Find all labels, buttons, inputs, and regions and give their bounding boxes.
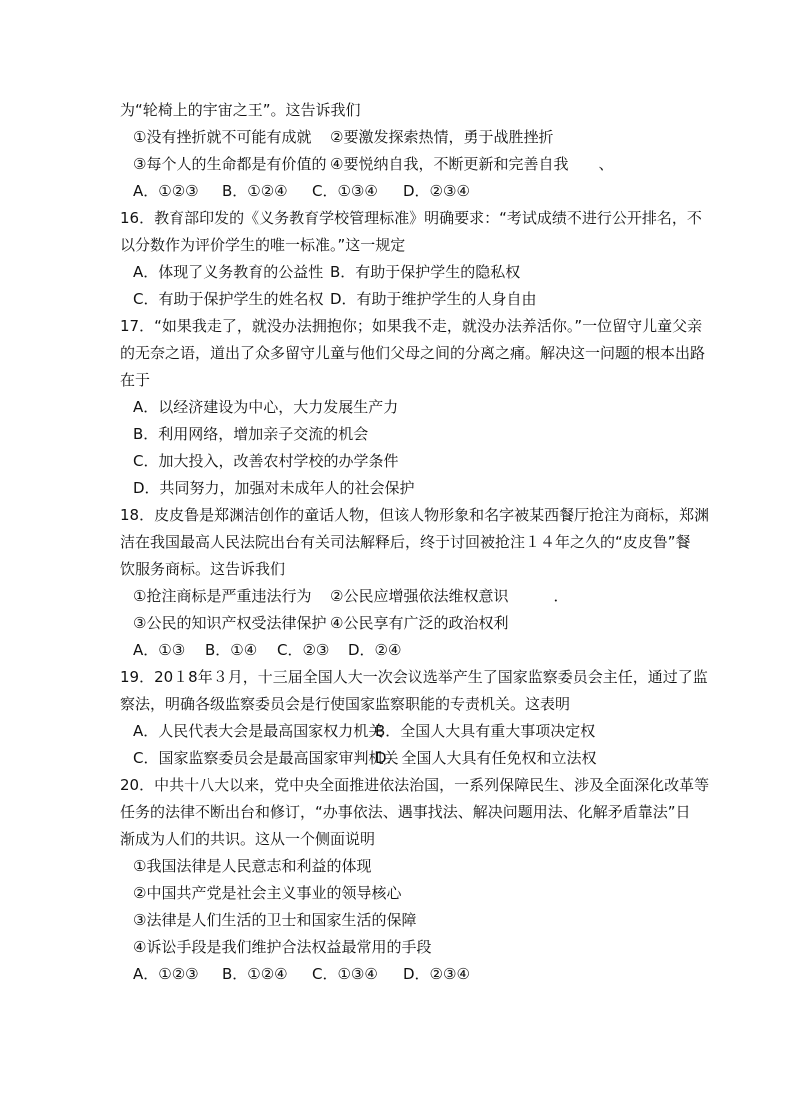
option-a: A．①③: [133, 641, 186, 659]
option-d: D．②③④: [403, 182, 470, 200]
q20-stem: 任务的法律不断出台和修订，“办事依法、遇事找法、解决问题用法、化解矛盾靠法”日: [120, 803, 691, 821]
option-a: A．①②③: [133, 965, 199, 983]
option-c: C．②③: [277, 641, 330, 659]
statement: ①我国法律是人民意志和利益的体现: [133, 857, 372, 875]
q17-stem: 在于: [120, 371, 151, 389]
q20-options: [120, 961, 680, 988]
q16-stem: 16．教育部印发的《义务教育学校管理标准》明确要求：“考试成绩不进行公开排名，不: [120, 209, 702, 227]
q15-options: [120, 178, 680, 205]
q18-stem: 洁在我国最高人民法院出台有关司法解释后，终于讨回被抢注１４年之久的“皮皮鲁”餐: [120, 533, 691, 551]
option-b: B．①②④: [222, 182, 288, 200]
q17-stem: 的无奈之语，道出了众多留守儿童与他们父母之间的分离之痛。解决这一问题的根本出路: [120, 344, 706, 362]
statement: ④要悦纳自我，不断更新和完善自我 、: [330, 155, 614, 173]
option-c: C．有助于保护学生的姓名权: [133, 290, 324, 308]
q17-stem: 17．“如果我走了，就没办法拥抱你；如果我不走，就没办法养活你。”一位留守儿童父亲: [120, 317, 703, 335]
option-a: A．体现了义务教育的公益性: [133, 263, 324, 281]
statement: ④公民享有广泛的政治权利: [330, 614, 509, 632]
option-b: B．利用网络，增加亲子交流的机会: [133, 425, 369, 443]
option-a: A．以经济建设为中心，大力发展生产力: [133, 398, 399, 416]
q16-options-row: [120, 286, 680, 313]
option-d: D．②④: [348, 641, 402, 659]
option-b: B．①④: [205, 641, 258, 659]
q15-statements-row: [120, 151, 680, 178]
option-c: C．①③④: [312, 965, 378, 983]
q18-statements-row: [120, 583, 680, 610]
option-b: B．全国人大具有重大事项决定权: [375, 722, 596, 740]
q19-stem: 19．20１8年３月，十三届全国人大一次会议选举产生了国家监察委员会主任，通过了监: [120, 668, 708, 686]
option-c: C．①③④: [312, 182, 378, 200]
statement: ③每个人的生命都是有价值的: [133, 155, 327, 173]
option-c: C．国家监察委员会是最高国家审判机关: [133, 749, 399, 767]
statement: ②要激发探索热情，勇于战胜挫折: [330, 128, 554, 146]
option-d: D．有助于维护学生的人身自由: [330, 290, 537, 308]
q15-statements-row: [120, 124, 680, 151]
q18-options: [120, 637, 680, 664]
option-a: A．①②③: [133, 182, 199, 200]
statement: ③法律是人们生活的卫士和国家生活的保障: [133, 911, 417, 929]
option-a: A．人民代表大会是最高国家权力机关: [133, 722, 384, 740]
q19-options-row: [120, 745, 680, 772]
q19-stem: 察法，明确各级监察委员会是行使国家监察职能的专责机关。这表明: [120, 695, 571, 713]
statement: ③公民的知识产权受法律保护: [133, 614, 327, 632]
statement: ①抢注商标是严重违法行为: [133, 587, 312, 605]
q18-stem: 饮服务商标。这告诉我们: [120, 560, 286, 578]
statement: ④诉讼手段是我们维护合法权益最常用的手段: [133, 938, 432, 956]
q16-options-row: [120, 259, 680, 286]
q15-stem: 为“轮椅上的宇宙之王”。这告诉我们: [120, 101, 361, 119]
statement: ②公民应增强依法维权意识 ．: [330, 587, 569, 605]
q18-statements-row: [120, 610, 680, 637]
option-d: D．全国人大具有任免权和立法权: [375, 749, 597, 767]
exam-page: [120, 97, 710, 988]
option-d: D．②③④: [403, 965, 470, 983]
q20-stem: 渐成为人们的共识。这从一个侧面说明: [120, 830, 376, 848]
q20-stem: 20．中共十八大以来，党中央全面推进依法治国，一系列保障民生、涉及全面深化改革等: [120, 776, 710, 794]
option-c: C．加大投入，改善农村学校的办学条件: [133, 452, 399, 470]
statement: ①没有挫折就不可能有成就: [133, 128, 312, 146]
option-b: B．有助于保护学生的隐私权: [330, 263, 521, 281]
q19-options-row: [120, 718, 680, 745]
option-d: D．共同努力，加强对未成年人的社会保护: [133, 479, 415, 497]
q16-stem: 以分数作为评价学生的唯一标准。”这一规定: [120, 236, 406, 254]
option-b: B．①②④: [222, 965, 288, 983]
statement: ②中国共产党是社会主义事业的领导核心: [133, 884, 402, 902]
q18-stem: 18．皮皮鲁是郑渊洁创作的童话人物，但该人物形象和名字被某西餐厅抢注为商标，郑渊: [120, 506, 710, 524]
